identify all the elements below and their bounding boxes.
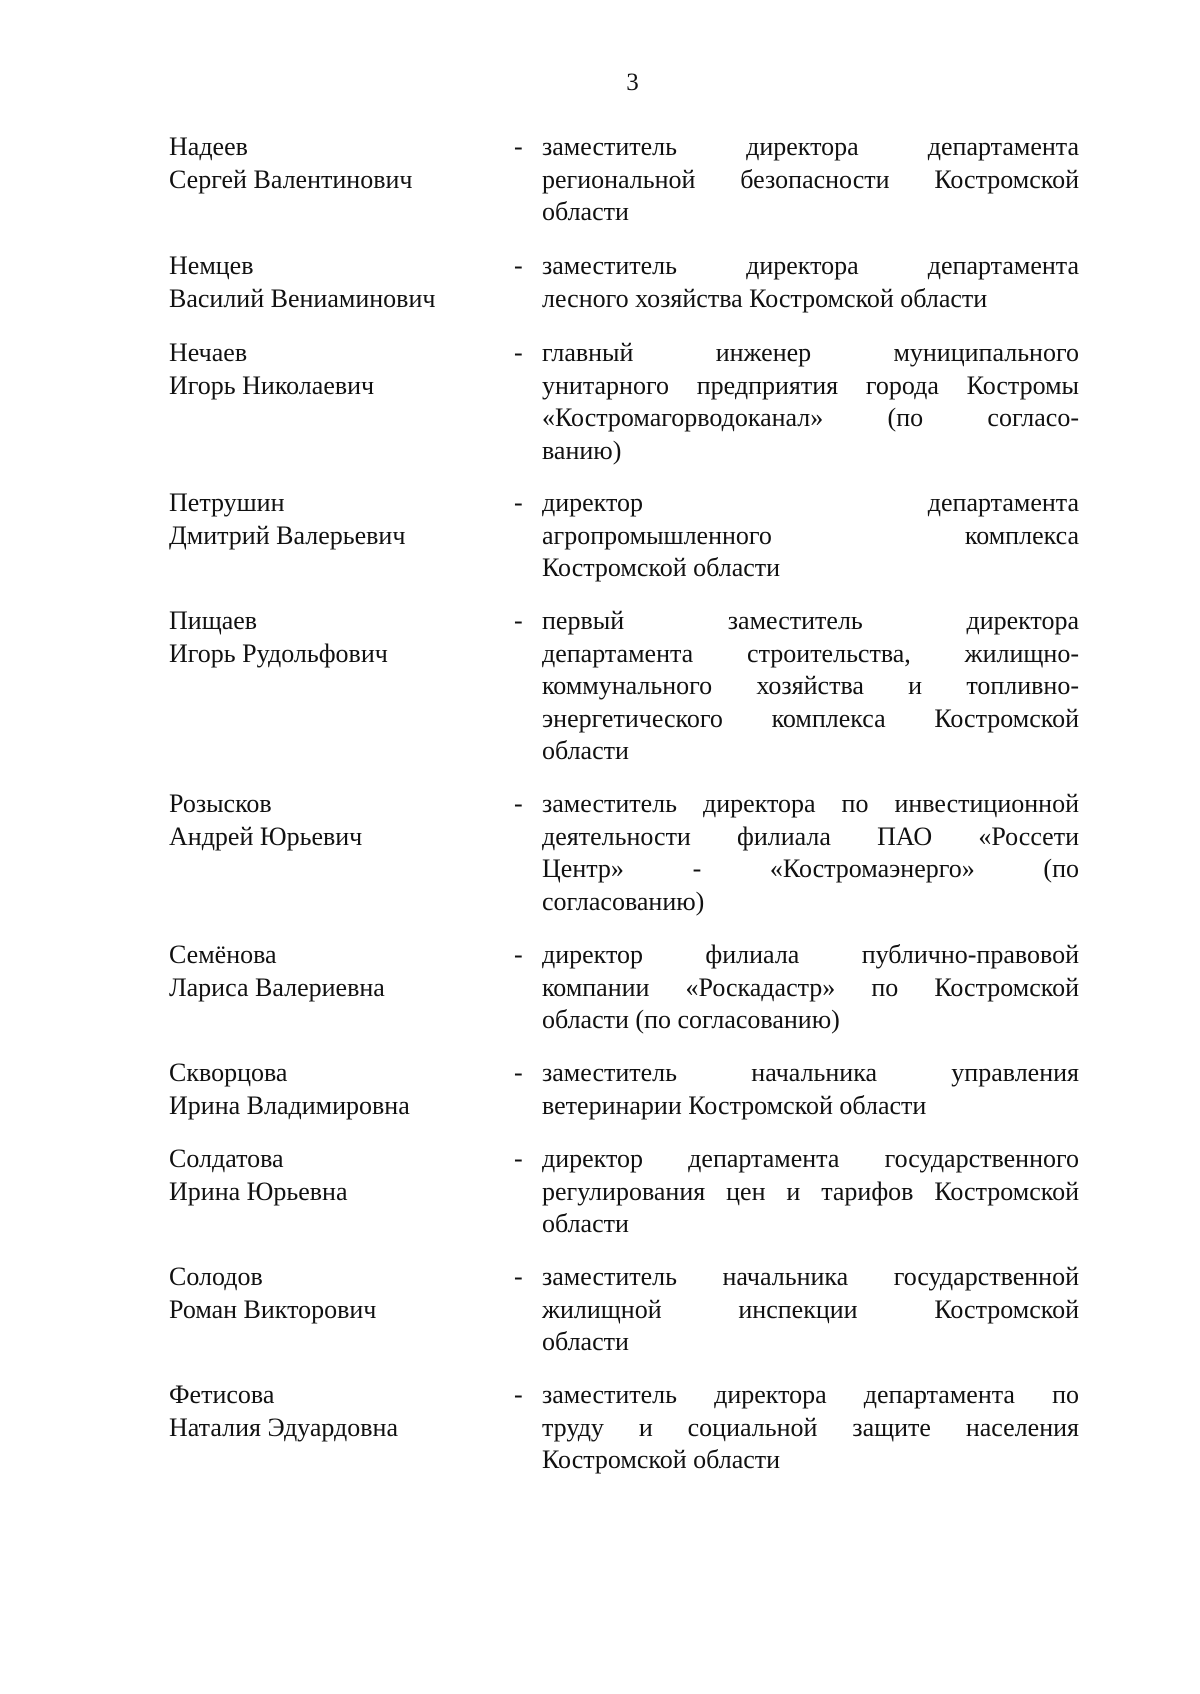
given-name: Ирина Владимировна [169, 1090, 410, 1120]
person-name [169, 939, 499, 1004]
surname: Надеев [169, 132, 248, 161]
given-name: Роман Викторович [169, 1294, 377, 1324]
role-line: директор филиала публично-правовой [542, 940, 1079, 969]
position-description [542, 1261, 1079, 1359]
dash: - [514, 1058, 523, 1087]
person-name [169, 487, 499, 552]
dash: - [514, 132, 523, 161]
role-line: главный инженер муниципального [542, 338, 1079, 367]
surname: Фетисова [169, 1380, 275, 1409]
person-name [169, 1057, 499, 1122]
role-line: департамента строительства, жилищно- [542, 638, 1079, 668]
role-line: агропромышленного комплекса [542, 520, 1079, 550]
surname: Петрушин [169, 488, 285, 517]
given-name: Игорь Николаевич [169, 370, 375, 400]
position-description [542, 1057, 1079, 1122]
dash: - [514, 940, 523, 969]
role-line: заместитель директора департамента [542, 132, 1079, 161]
person-name [169, 1143, 499, 1208]
position-description [542, 1143, 1079, 1241]
page-number: 3 [626, 69, 639, 96]
role-line: директор департамента государственного [542, 1144, 1079, 1173]
person-name [169, 250, 499, 315]
role-line: «Костромагорводоканал» (по согласо- [542, 403, 1079, 432]
role-line: Костромской области [542, 553, 781, 582]
role-line: унитарного предприятия города Костромы [542, 370, 1079, 400]
role-line: области [542, 1327, 629, 1356]
role-line: Центр» - «Костромаэнерго» (по [542, 854, 1079, 883]
role-line: лесного хозяйства Костромской области [542, 283, 988, 313]
given-name: Игорь Рудольфович [169, 638, 388, 668]
person-name [169, 788, 499, 853]
position-description [542, 1379, 1079, 1477]
role-line: Костромской области [542, 1445, 781, 1474]
given-name: Лариса Валериевна [169, 972, 385, 1002]
position-description [542, 788, 1079, 918]
dash: - [514, 606, 523, 635]
given-name: Ирина Юрьевна [169, 1176, 348, 1206]
dash: - [514, 789, 523, 818]
role-line: области [542, 1209, 629, 1238]
surname: Пищаев [169, 606, 258, 635]
role-line: первый заместитель директора [542, 606, 1079, 635]
role-line: компании «Роскадастр» по Костромской [542, 972, 1079, 1002]
position-description [542, 250, 1079, 315]
person-name [169, 605, 499, 670]
given-name: Дмитрий Валерьевич [169, 520, 406, 550]
role-line: заместитель директора департамента [542, 251, 1079, 280]
surname: Скворцова [169, 1058, 288, 1087]
role-line: заместитель директора департамента по [542, 1380, 1079, 1409]
person-name [169, 131, 499, 196]
role-line: согласованию) [542, 886, 705, 916]
person-name [169, 1379, 499, 1444]
dash: - [514, 251, 523, 280]
role-line: директор департамента [542, 488, 1079, 517]
dash: - [514, 1262, 523, 1291]
surname: Нечаев [169, 338, 248, 367]
dash: - [514, 1380, 523, 1409]
role-line: области [542, 197, 629, 226]
dash: - [514, 338, 523, 367]
role-line: заместитель начальника управления [542, 1058, 1079, 1087]
role-line: коммунального хозяйства и топливно- [542, 671, 1079, 700]
role-line: регулирования цен и тарифов Костромской [542, 1176, 1079, 1206]
position-description [542, 605, 1079, 768]
surname: Розысков [169, 789, 272, 818]
given-name: Василий Вениаминович [169, 283, 436, 313]
person-name [169, 1261, 499, 1326]
dash: - [514, 1144, 523, 1173]
role-line: области [542, 736, 629, 765]
surname: Солодов [169, 1262, 263, 1291]
given-name: Сергей Валентинович [169, 164, 413, 194]
position-description [542, 487, 1079, 585]
given-name: Андрей Юрьевич [169, 821, 363, 851]
surname: Немцев [169, 251, 254, 280]
position-description [542, 939, 1079, 1037]
role-line: жилищной инспекции Костромской [542, 1294, 1079, 1324]
role-line: ветеринарии Костромской области [542, 1090, 927, 1120]
role-line: области (по согласованию) [542, 1005, 840, 1034]
surname: Солдатова [169, 1144, 284, 1173]
surname: Семёнова [169, 940, 277, 969]
role-line: труду и социальной защите населения [542, 1412, 1079, 1442]
role-line: ванию) [542, 435, 622, 465]
role-line: заместитель директора по инвестиционной [542, 789, 1079, 818]
role-line: энергетического комплекса Костромской [542, 703, 1079, 733]
position-description [542, 337, 1079, 467]
role-line: региональной безопасности Костромской [542, 164, 1079, 194]
dash: - [514, 488, 523, 517]
role-line: деятельности филиала ПАО «Россети [542, 821, 1079, 851]
role-line: заместитель начальника государственной [542, 1262, 1079, 1291]
given-name: Наталия Эдуардовна [169, 1412, 398, 1442]
person-name [169, 337, 499, 402]
position-description [542, 131, 1079, 229]
